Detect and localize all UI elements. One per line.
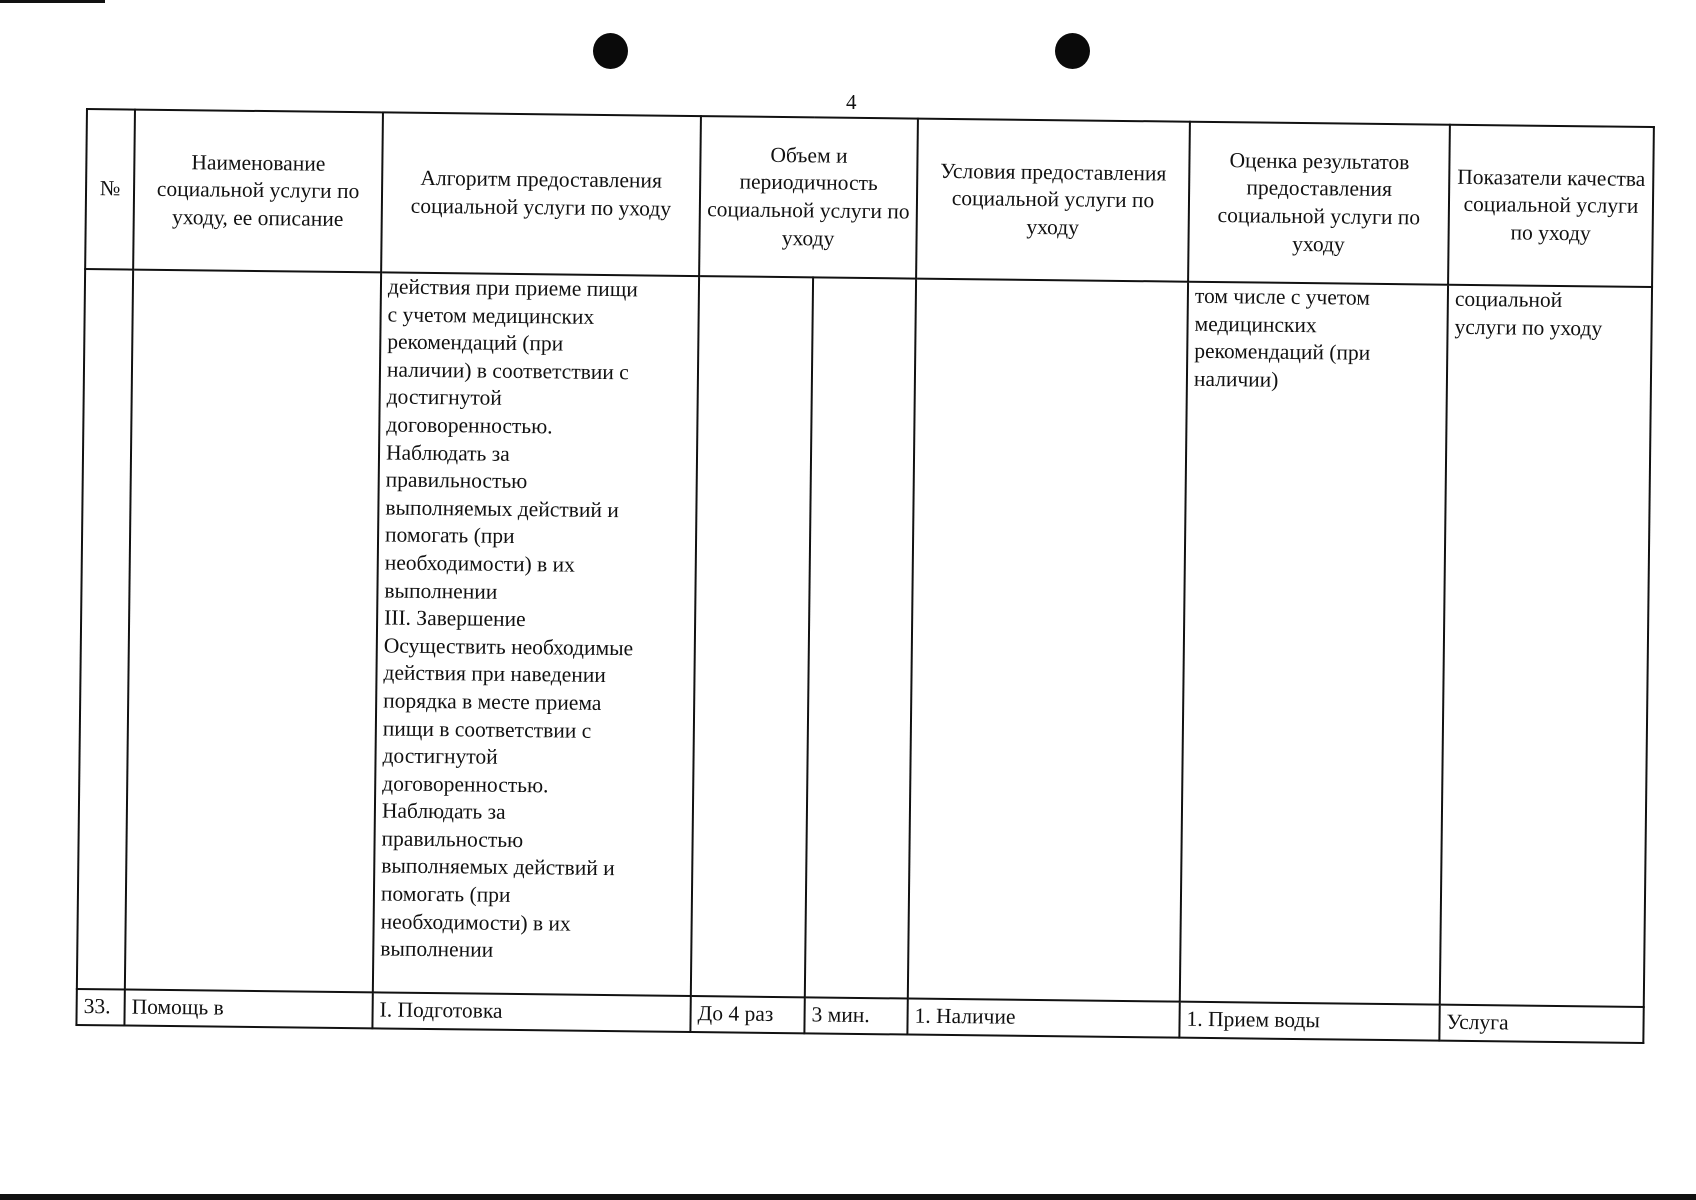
punch-hole-left [593, 33, 628, 69]
cell-algorithm-start: I. Подготовка [372, 992, 690, 1032]
page-number: 4 [846, 90, 857, 114]
cell-number-empty [77, 269, 133, 990]
header-number: № [85, 109, 135, 270]
cell-evaluation-start: 1. Прием воды [1179, 1002, 1439, 1041]
cell-frequency: До 4 раз [690, 996, 804, 1033]
top-left-rule [0, 0, 105, 3]
cell-duration-empty [805, 277, 916, 998]
cell-evaluation: том числе с учетом медицинских рекомендаций (при наличии) [1180, 282, 1448, 1005]
header-volume-frequency: Объем и периодичность социальной услуги по уходу [699, 116, 918, 278]
cell-row-number: 33. [76, 989, 124, 1026]
bottom-edge-rule [0, 1194, 1696, 1200]
cell-algorithm: действия при приеме пищи с учетом медицинских рекомендаций (при наличии) в соответствии с достигнутой договоренностью. Наблюдать за правильностью выполняемых действий и помогать (при необходимости) в их выполнении III. Завершение Осуществить необходимые действия при наведении порядка в месте приема пищи в соответствии с достигнутой договоренностью. Наблюдать за правильностью выполняемых действий и помогать (при необходимости) в их выполнении [373, 272, 699, 996]
header-service-name: Наименование социальной услуги по уходу, ее описание [133, 110, 383, 273]
cell-conditions: 1. Наличие [907, 999, 1179, 1038]
service-table [75, 108, 1654, 1044]
cell-name-empty [125, 270, 381, 993]
cell-quality: социальной услуги по уходу [1440, 285, 1652, 1007]
punch-hole-right [1055, 33, 1090, 69]
cell-duration: 3 мин. [804, 997, 907, 1034]
header-conditions: Условия предоставления социальной услуги по уходу [916, 119, 1190, 282]
table-header-row [85, 109, 1654, 287]
header-quality: Показатели качества социальной услуги по уходу [1448, 125, 1654, 287]
cell-quality-start: Услуга [1439, 1005, 1643, 1043]
table-row-continued [77, 269, 1652, 1007]
cell-conditions-empty [908, 279, 1188, 1002]
cell-service-name: Помощь в [124, 990, 372, 1029]
cell-frequency-empty [691, 276, 813, 997]
header-evaluation: Оценка результатов предоставления социальной услуги по уходу [1188, 122, 1450, 285]
header-algorithm: Алгоритм предоставления социальной услуги по уходу [381, 112, 701, 276]
